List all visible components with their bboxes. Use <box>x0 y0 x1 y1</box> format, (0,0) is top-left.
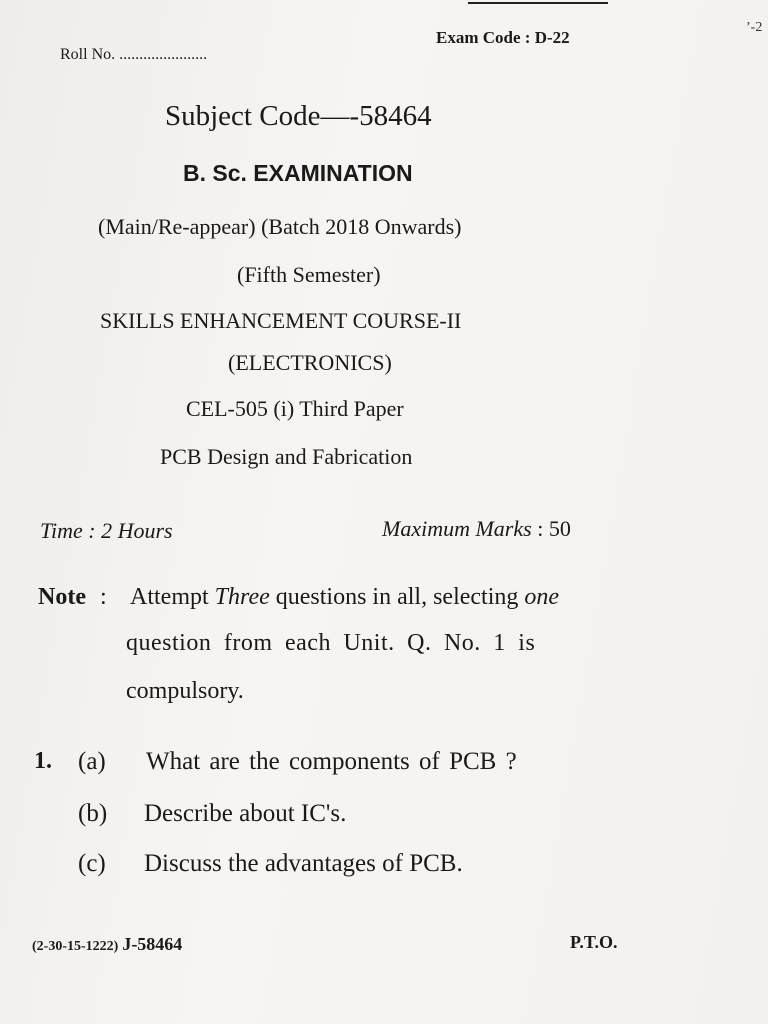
print-code: (2-30-15-1222) <box>32 939 119 954</box>
note-line-1 <box>130 584 559 611</box>
top-rule <box>468 2 608 4</box>
roll-no-dots: ...................... <box>119 46 208 63</box>
roll-no-label: Roll No. <box>60 46 116 63</box>
footer-codes <box>32 934 182 955</box>
question-part-b-label: (b) <box>78 800 108 827</box>
subject-code: Subject Code—-58464 <box>165 100 432 132</box>
question-number: 1. <box>34 748 52 774</box>
roll-no <box>60 46 207 64</box>
please-turn-over: P.T.O. <box>570 932 618 952</box>
note-line-2: question from each Unit. Q. No. 1 is <box>126 630 536 656</box>
marks-label: Maximum Marks <box>382 516 532 541</box>
time-allowed: Time : 2 Hours <box>40 518 173 543</box>
question-part-c-label: (c) <box>78 850 106 877</box>
question-part-a-text: What are the components of PCB ? <box>146 748 517 775</box>
appear-batch: (Main/Re-appear) (Batch 2018 Onwards) <box>98 214 462 239</box>
exam-name: B. Sc. EXAMINATION <box>183 160 413 186</box>
note-text-3: questions in all, selecting <box>269 584 525 610</box>
subject-title: PCB Design and Fabrication <box>160 444 413 469</box>
note-line-3: compulsory. <box>126 678 244 704</box>
paper-code: J-58464 <box>122 934 183 954</box>
question-part-b-text: Describe about IC's. <box>144 800 347 827</box>
note-text-1: Attempt <box>130 584 215 610</box>
exam-code: Exam Code : D-22 <box>436 28 570 47</box>
course-name: SKILLS ENHANCEMENT COURSE-II <box>100 308 462 333</box>
note-label-text: Note <box>38 584 86 610</box>
semester: (Fifth Semester) <box>237 262 381 287</box>
marks-value: : 50 <box>537 516 571 541</box>
question-part-a-label: (a) <box>78 748 106 775</box>
paper-number: CEL-505 (i) Third Paper <box>186 396 404 421</box>
edge-mark: ’-2 <box>746 20 763 35</box>
question-part-c-text: Discuss the advantages of PCB. <box>144 850 463 877</box>
note-label <box>38 584 107 611</box>
maximum-marks <box>382 516 571 542</box>
note-text-2: Three <box>214 584 270 610</box>
note-colon: : <box>99 584 107 610</box>
discipline: (ELECTRONICS) <box>228 350 392 375</box>
note-text-4: one <box>524 584 560 610</box>
